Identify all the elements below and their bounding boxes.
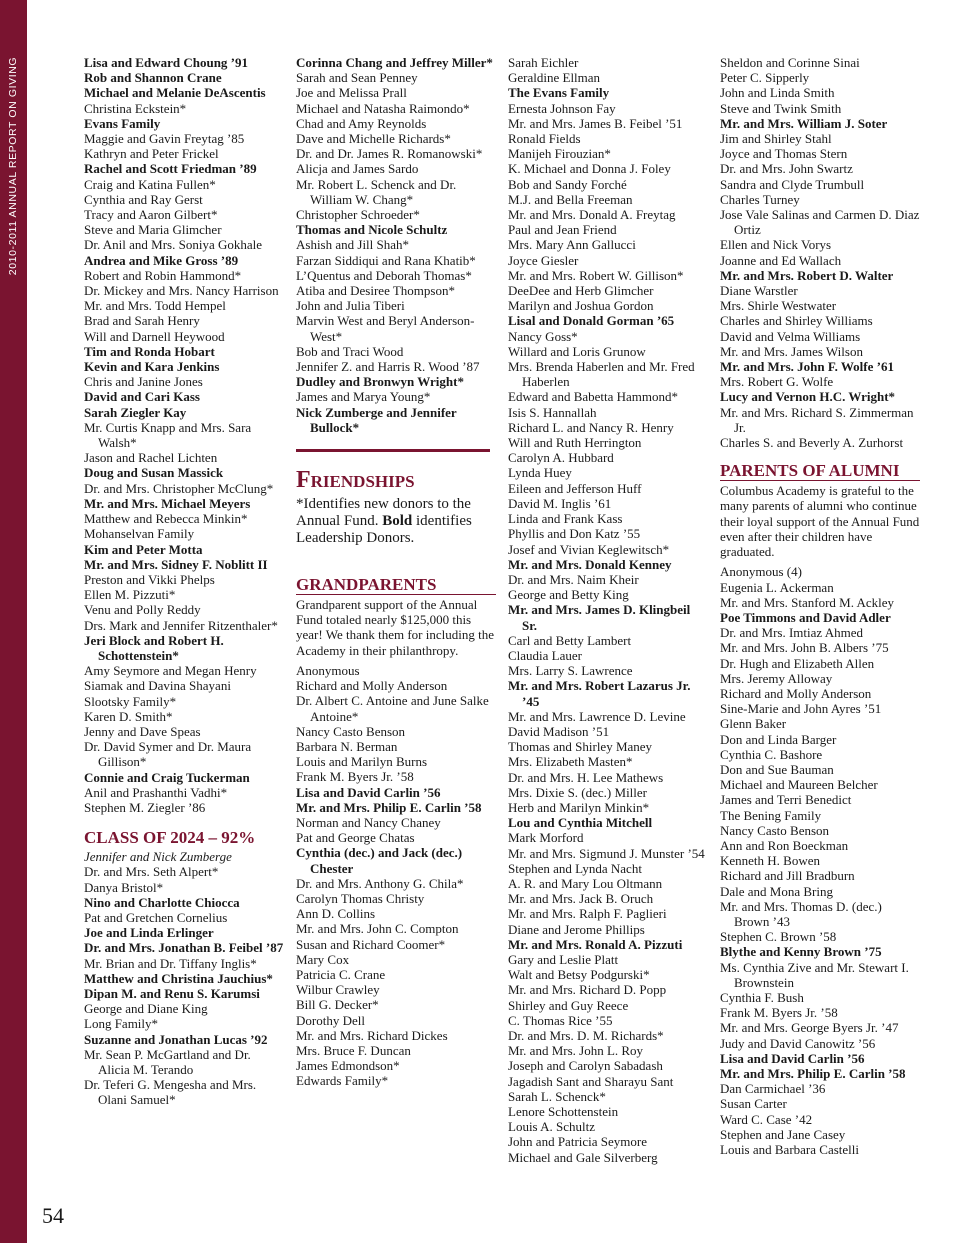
donor-name: Dipan M. and Renu S. Karumsi <box>84 985 260 1001</box>
donor-name: Anonymous <box>296 662 360 678</box>
section-divider <box>296 449 490 452</box>
donor-name: Carolyn Thomas Christy <box>296 890 425 906</box>
donor-name: Christopher Schroeder* <box>296 207 420 223</box>
donor-name: Joe and Linda Erlinger <box>84 925 214 941</box>
donor-name: Nick Zumberge and Jennifer Bullock* <box>296 404 457 435</box>
donor-name: Dr. Hugh and Elizabeth Allen <box>720 655 875 671</box>
donor-name: Dr. and Mrs. Christopher McClung* <box>84 480 274 496</box>
donor-name: Mrs. Mary Ann Gallucci <box>508 237 636 253</box>
donor-name: Richard and Molly Anderson <box>720 685 872 701</box>
donor-name: Karen D. Smith* <box>84 708 173 724</box>
donor-name: Evans Family <box>84 115 161 131</box>
page-number: 54 <box>42 1203 64 1228</box>
donor-name: Herb and Marilyn Minkin* <box>508 799 650 815</box>
donor-name: Manijeh Firouzian* <box>508 146 611 162</box>
donor-name: Michael and Natasha Raimondo* <box>296 100 470 116</box>
donor-name: Lisa and David Carlin ’56 <box>720 1050 865 1066</box>
donor-name: Chris and Janine Jones <box>84 374 203 390</box>
donor-name: James and Terri Benedict <box>720 792 852 808</box>
donor-name: Diane Warstler <box>720 283 798 299</box>
donor-name: Dudley and Bronwyn Wright* <box>296 374 464 390</box>
donor-name: Charles Turney <box>720 191 800 207</box>
donor-name: Lisa and David Carlin ’56 <box>296 784 441 800</box>
donor-name: Carolyn A. Hubbard <box>508 450 614 466</box>
donor-name: Rob and Shannon Crane <box>84 70 222 86</box>
donor-name: Mr. and Mrs. Philip E. Carlin ’58 <box>720 1066 906 1081</box>
donor-name: Dr. and Mrs. Naim Kheir <box>508 571 639 587</box>
donor-name: Frank M. Byers Jr. ’58 <box>720 1005 838 1021</box>
donor-name: Mr. Brian and Dr. Tiffany Inglis* <box>84 955 257 971</box>
donor-name: Mr. and Mrs. Michael Meyers <box>84 495 251 511</box>
donor-name: Slootsky Family* <box>84 693 177 709</box>
donor-name: Dr. and Mrs. H. Lee Mathews <box>508 769 664 785</box>
donor-name: Jagadish Sant and Sharayu Sant <box>508 1073 674 1089</box>
donor-name: Phyllis and Don Katz ’55 <box>508 526 641 542</box>
donor-name: Dale and Mona Bring <box>720 883 834 899</box>
donor-name: Mohanselvan Family <box>84 526 195 542</box>
donor-name: Isis S. Hannallah <box>508 404 597 420</box>
donor-name: Ms. Cynthia Zive and Mr. Stewart I. Brownstein <box>720 959 909 990</box>
donor-name: Ronald Fields <box>508 131 581 147</box>
donor-name: Danya Bristol* <box>84 879 164 895</box>
friendships-title: Friendships <box>296 467 415 494</box>
donor-name: George and Betty King <box>508 587 629 603</box>
donor-name: Mr. and Mrs. William J. Soter <box>720 115 888 131</box>
donor-name: Kim and Peter Motta <box>84 541 203 557</box>
donor-name: Dr. and Mrs. Imtiaz Ahmed <box>720 625 863 641</box>
donor-name: Robert and Robin Hammond* <box>84 267 242 283</box>
donor-name: Stephen M. Ziegler ’86 <box>84 799 206 815</box>
donor-name: Edward and Babetta Hammond* <box>508 389 679 405</box>
column-1 <box>84 55 284 1108</box>
donor-name: Charles S. and Beverly A. Zurhorst <box>720 435 904 451</box>
legend-text-b: identifies Leadership Donors. <box>296 513 472 547</box>
donor-name: Eugenia L. Ackerman <box>720 579 834 595</box>
donor-name: James and Marya Young* <box>296 389 431 405</box>
donor-name: Mrs. Dixie S. (dec.) Miller <box>508 784 648 800</box>
donor-name: Peter C. Sipperly <box>720 70 810 86</box>
donor-name: Mr. and Mrs. James B. Feibel ’51 <box>508 115 683 131</box>
column-4 <box>720 55 920 1157</box>
grandparents-intro: Grandparent support of the Annual Fund totaled nearly $125,000 this year! We thank them for including the Academy in their philanthropy. <box>296 597 494 658</box>
donor-name: Lynda Huey <box>508 465 572 481</box>
donor-name: Nancy Casto Benson <box>296 723 406 739</box>
donor-name: Mr. Curtis Knapp and Mrs. Sara Walsh* <box>84 419 252 451</box>
donor-name: Mrs. Robert G. Wolfe <box>720 374 834 390</box>
donor-name: Jeri Block and Robert H. Schottenstein* <box>84 632 224 663</box>
donor-name: Stephen C. Brown ’58 <box>720 929 837 945</box>
legend-bold: Bold <box>382 513 413 530</box>
donor-name: Preston and Vikki Phelps <box>84 571 215 587</box>
donor-name: Jose Vale Salinas and Carmen D. Diaz Ortiz <box>720 207 920 238</box>
donor-name: Joseph and Carolyn Sabadash <box>508 1058 663 1074</box>
donor-name: Poe Timmons and David Adler <box>720 609 891 625</box>
donor-name: The Bening Family <box>720 807 822 823</box>
donor-name: Richard and Jill Bradburn <box>720 868 855 884</box>
donor-name: Mr. and Mrs. Thomas D. (dec.) Brown ’43 <box>720 898 882 929</box>
donor-name: Susan and Richard Coomer* <box>296 936 446 952</box>
donor-name: Ann D. Collins <box>296 906 376 922</box>
donor-name: A. R. and Mary Lou Oltmann <box>508 875 663 891</box>
donor-name: Mr. and Mrs. Robert W. Gillison* <box>508 267 684 283</box>
donor-name: Will and Ruth Herrington <box>508 435 642 451</box>
donor-name: James Edmondson* <box>296 1058 400 1074</box>
donor-name: David and Cari Kass <box>84 389 200 405</box>
donor-name: The Evans Family <box>508 85 610 101</box>
donor-name: Lenore Schottenstein <box>508 1104 619 1120</box>
donor-name: Mr. and Mrs. John B. Albers ’75 <box>720 640 889 656</box>
donor-name: Sheldon and Corinne Sinai <box>720 55 860 70</box>
donor-name: Mr. and Mrs. Sigmund J. Munster ’54 <box>508 845 705 861</box>
donor-name: Venu and Polly Reddy <box>84 602 201 618</box>
side-text <box>0 0 27 1243</box>
donor-name: Walt and Betsy Podgurski* <box>508 967 650 983</box>
donor-name: Kenneth H. Bowen <box>720 853 821 869</box>
donor-name: David Madison ’51 <box>508 723 610 739</box>
class-2024-heading: CLASS OF 2024 – 92% <box>84 828 256 848</box>
donor-name: Mr. and Mrs. Philip E. Carlin ’58 <box>296 799 482 815</box>
donor-name: Mary Cox <box>296 951 350 967</box>
donor-name: Gary and Leslie Platt <box>508 951 619 967</box>
donor-list <box>720 564 920 1157</box>
donor-name: Jenny and Dave Speas <box>84 723 201 739</box>
donor-name: Bill G. Decker* <box>296 997 379 1013</box>
donor-name: Marvin West and Beryl Anderson-West* <box>296 313 475 344</box>
donor-name: Drs. Mark and Jennifer Ritzenthaler* <box>84 617 278 633</box>
donor-name: Mark Morford <box>508 830 584 846</box>
donor-name: Suzanne and Jonathan Lucas ’92 <box>84 1031 268 1047</box>
donor-name: Mr. and Mrs. Stanford M. Ackley <box>720 594 895 610</box>
donor-name: Ann and Ron Boeckman <box>720 837 849 853</box>
donor-name: Dr. and Mrs. Anthony G. Chila* <box>296 875 464 891</box>
donor-name: Cynthia (dec.) and Jack (dec.) Chester <box>296 845 463 876</box>
donor-name: Will and Darnell Heywood <box>84 328 225 344</box>
donor-name: Lisal and Donald Gorman ’65 <box>508 313 675 329</box>
donor-name: Dr. David Symer and Dr. Maura Gillison* <box>84 739 252 770</box>
donor-name: Joanne and Ed Wallach <box>720 252 842 268</box>
donor-name: Tracy and Aaron Gilbert* <box>84 207 218 223</box>
donor-name: Ashish and Jill Shah* <box>296 237 410 253</box>
donor-name: Anil and Prashanthi Vadhi* <box>84 784 228 800</box>
donor-name: Anonymous (4) <box>720 564 802 580</box>
donor-name: M.J. and Bella Freeman <box>508 191 633 207</box>
donor-name: Mr. Sean P. McGartland and Dr. Alicia M. Terando <box>84 1046 251 1077</box>
donor-name: Judy and David Canowitz ’56 <box>720 1035 876 1051</box>
donor-name: Richard L. and Nancy R. Henry <box>508 419 674 435</box>
donor-list <box>508 55 708 1165</box>
donor-name: Kathryn and Peter Frickel <box>84 146 219 162</box>
donor-name: Chad and Amy Reynolds <box>296 115 427 131</box>
donor-name: Mr. and Mrs. Robert D. Walter <box>720 267 894 283</box>
donor-name: Mr. and Mrs. Richard S. Zimmerman Jr. <box>720 404 914 435</box>
donor-name: Tim and Ronda Hobart <box>84 343 215 359</box>
donor-name: Corinna Chang and Jeffrey Miller* <box>296 55 493 70</box>
donor-name: Paul and Jean Friend <box>508 222 617 238</box>
donor-name: Patricia C. Crane <box>296 966 386 982</box>
donor-name: Mr. and Mrs. Lawrence D. Levine <box>508 708 686 724</box>
donor-name: C. Thomas Rice ’55 <box>508 1012 613 1028</box>
report-title: 2010-2011 ANNUAL REPORT ON GIVING <box>7 56 20 276</box>
donor-name: Ward C. Case ’42 <box>720 1111 813 1127</box>
donor-name: Norman and Nancy Chaney <box>296 814 441 830</box>
donor-name: Marilyn and Joshua Gordon <box>508 298 654 314</box>
donor-name: Dr. and Mrs. D. M. Richards* <box>508 1028 664 1043</box>
donor-name: Diane and Jerome Phillips <box>508 921 645 937</box>
donor-name: Maggie and Gavin Freytag ’85 <box>84 131 245 147</box>
donor-name: Bob and Traci Wood <box>296 343 404 359</box>
donor-name: Farzan Siddiqui and Rana Khatib* <box>296 252 476 268</box>
legend-text-a: *Identifies new donors to the Annual Fund. <box>296 496 471 530</box>
legend <box>296 496 496 547</box>
donor-name: Dan Carmichael ’36 <box>720 1081 826 1097</box>
donor-name: Kevin and Kara Jenkins <box>84 359 220 375</box>
donor-name: John and Patricia Seymore <box>508 1134 647 1150</box>
donor-name: Mr. and Mrs. George Byers Jr. ’47 <box>720 1020 899 1036</box>
donor-name: Louis and Barbara Castelli <box>720 1142 859 1158</box>
donor-name: Sarah Eichler <box>508 55 579 70</box>
parents-of-alumni-heading: PARENTS OF ALUMNI <box>720 461 920 481</box>
donor-name: Louis A. Schultz <box>508 1119 596 1135</box>
donor-name: Frank M. Byers Jr. ’58 <box>296 769 414 785</box>
donor-name: Bob and Sandy Forché <box>508 176 627 192</box>
donor-name: Mr. and Mrs. Jack B. Oruch <box>508 891 654 907</box>
donor-list <box>720 55 920 450</box>
donor-name: Sarah L. Schenck* <box>508 1088 606 1104</box>
donor-name: Shirley and Guy Reece <box>508 997 629 1013</box>
donor-name: Geraldine Ellman <box>508 70 601 86</box>
donor-name: Mr. Robert L. Schenck and Dr. William W. Chang* <box>296 176 457 207</box>
donor-name: Joyce and Thomas Stern <box>720 146 848 162</box>
donor-name: Atiba and Desiree Thompson* <box>296 283 455 299</box>
donor-name: Cynthia F. Bush <box>720 989 804 1005</box>
donor-name: Josef and Vivian Keglewitsch* <box>508 541 670 557</box>
donor-name: Amy Seymore and Megan Henry <box>84 663 257 679</box>
donor-name: John and Julia Tiberi <box>296 298 405 314</box>
donor-name: Siamak and Davina Shayani <box>84 678 231 694</box>
donor-name: Mr. and Mrs. Sidney F. Noblitt II <box>84 556 268 572</box>
donor-name: Matthew and Rebecca Minkin* <box>84 511 248 527</box>
donor-name: Cynthia and Ray Gerst <box>84 191 203 207</box>
donor-name: Dorothy Dell <box>296 1012 365 1028</box>
donor-name: Dr. Albert C. Antoine and June Salke Antoine* <box>296 693 489 724</box>
donor-list <box>296 55 496 435</box>
donor-name: Connie and Craig Tuckerman <box>84 769 250 785</box>
donor-name: Dr. and Mrs. Jonathan B. Feibel ’87 <box>84 940 284 956</box>
donor-name: Eileen and Jefferson Huff <box>508 480 642 496</box>
donor-name: Mr. and Mrs. Ralph F. Paglieri <box>508 906 667 922</box>
donor-name: Pat and George Chatas <box>296 830 415 846</box>
donor-name: Mrs. Jeremy Alloway <box>720 670 833 686</box>
donor-name: Thomas and Shirley Maney <box>508 739 653 755</box>
donor-name: Lisa and Edward Choung ’91 <box>84 55 248 70</box>
donor-name: Long Family* <box>84 1016 159 1032</box>
donor-name: Michael and Melanie DeAscentis <box>84 85 266 101</box>
donor-name: Mr. and Mrs. Richard D. Popp <box>508 982 667 998</box>
column-2 <box>296 55 496 1089</box>
donor-name: Mr. and Mrs. James Wilson <box>720 343 863 359</box>
donor-name: Nancy Casto Benson <box>720 822 830 838</box>
donor-name: Pat and Gretchen Cornelius <box>84 909 228 925</box>
donor-name: Mr. and Mrs. James D. Klingbeil Sr. <box>508 602 691 633</box>
donor-name: Mr. and Mrs. John C. Compton <box>296 921 459 937</box>
donor-list <box>84 55 284 815</box>
donor-name: Dr. Teferi G. Mengesha and Mrs. Olani Samuel* <box>84 1077 257 1108</box>
donor-name: K. Michael and Donna J. Foley <box>508 161 671 177</box>
grandparents-heading: GRANDPARENTS <box>296 575 496 595</box>
donor-name: Sarah and Sean Penney <box>296 70 418 86</box>
donor-name: Joyce Giesler <box>508 252 579 268</box>
donor-name: Mr. and Mrs. John F. Wolfe ’61 <box>720 359 894 375</box>
donor-name: Nancy Goss* <box>508 328 578 344</box>
donor-name: David and Velma Williams <box>720 328 861 344</box>
donor-name: Susan Carter <box>720 1096 787 1112</box>
donor-name: Steve and Maria Glimcher <box>84 222 222 238</box>
donor-name: Lou and Cynthia Mitchell <box>508 815 653 831</box>
donor-name: Mr. and Mrs. Todd Hempel <box>84 298 226 314</box>
donor-name: Ernesta Johnson Fay <box>508 100 616 116</box>
donor-name: Andrea and Mike Gross ’89 <box>84 252 239 268</box>
donor-name: Cynthia C. Bashore <box>720 746 823 762</box>
donor-name: Ellen and Nick Vorys <box>720 237 832 253</box>
donor-name: Carl and Betty Lambert <box>508 632 632 648</box>
donor-name: Dave and Michelle Richards* <box>296 131 451 147</box>
donor-name: Mrs. Larry S. Lawrence <box>508 663 633 679</box>
donor-name: Christina Eckstein* <box>84 100 187 116</box>
donor-name: Thomas and Nicole Schultz <box>296 222 448 238</box>
donor-name: Doug and Susan Massick <box>84 465 224 481</box>
donor-name: Sarah Ziegler Kay <box>84 404 187 420</box>
donor-name: Mrs. Elizabeth Masten* <box>508 754 633 770</box>
donor-name: Lucy and Vernon H.C. Wright* <box>720 389 896 405</box>
donor-name: John and Linda Smith <box>720 85 835 101</box>
donor-name: Mr. and Mrs. Ronald A. Pizzuti <box>508 936 683 952</box>
donor-name: Michael and Gale Silverberg <box>508 1149 658 1165</box>
donor-name: Dr. and Mrs. Seth Alpert* <box>84 864 219 880</box>
donor-name: Mrs. Shirle Westwater <box>720 298 837 314</box>
donor-name: Stephen and Lynda Nacht <box>508 860 642 876</box>
donor-list <box>84 864 284 1107</box>
donor-name: Dr. and Dr. James R. Romanowski* <box>296 146 483 162</box>
donor-name: Alicja and James Sardo <box>296 161 419 177</box>
donor-name: Jason and Rachel Lichten <box>84 450 218 466</box>
donor-name: Louis and Marilyn Burns <box>296 754 428 770</box>
donor-name: DeeDee and Herb Glimcher <box>508 283 654 299</box>
donor-name: Blythe and Kenny Brown ’75 <box>720 944 882 960</box>
donor-name: Brad and Sarah Henry <box>84 313 200 329</box>
parents-of-alumni-intro: Columbus Academy is grateful to the many parents of alumni who continue their loyal support of the Annual Fund even after their children have graduated. <box>720 483 920 560</box>
donor-name: George and Diane King <box>84 1001 208 1017</box>
donor-name: Jim and Shirley Stahl <box>720 131 832 147</box>
donor-name: Mr. and Mrs. Donald A. Freytag <box>508 207 676 223</box>
donor-name: Linda and Frank Kass <box>508 511 623 527</box>
donor-name: Steve and Twink Smith <box>720 100 842 116</box>
donor-name: Dr. and Mrs. John Swartz <box>720 161 853 177</box>
donor-name: Mr. and Mrs. John L. Roy <box>508 1043 644 1059</box>
column-3 <box>508 55 708 1165</box>
donor-name: Don and Sue Bauman <box>720 761 834 777</box>
donor-list <box>296 663 496 1089</box>
donor-name: Ellen M. Pizzuti* <box>84 587 176 603</box>
donor-name: Glenn Baker <box>720 716 787 732</box>
donor-name: L’Quentus and Deborah Thomas* <box>296 267 472 283</box>
donor-name: Willard and Loris Grunow <box>508 343 646 359</box>
donor-name: Mr. and Mrs. Robert Lazarus Jr. ’45 <box>508 678 691 709</box>
donor-name: Mrs. Brenda Haberlen and Mr. Fred Haberlen <box>508 359 695 390</box>
donor-name: Edwards Family* <box>296 1073 389 1089</box>
donor-name: Stephen and Jane Casey <box>720 1126 846 1142</box>
donor-name: Nino and Charlotte Chiocca <box>84 894 240 910</box>
donor-name: Dr. Anil and Mrs. Soniya Gokhale <box>84 237 263 253</box>
donor-name: Sandra and Clyde Trumbull <box>720 176 865 192</box>
donor-name: Craig and Katina Fullen* <box>84 176 216 192</box>
donor-name: Claudia Lauer <box>508 647 582 663</box>
donor-name: Jennifer Z. and Harris R. Wood ’87 <box>296 359 480 375</box>
donor-name: Mr. and Mrs. Richard Dickes <box>296 1027 448 1043</box>
donor-name: Mr. and Mrs. Donald Kenney <box>508 556 672 572</box>
class-chair: Jennifer and Nick Zumberge <box>84 849 232 865</box>
donor-name: Wilbur Crawley <box>296 982 380 998</box>
donor-name: Charles and Shirley Williams <box>720 313 873 329</box>
donor-name: David M. Inglis ’61 <box>508 495 612 511</box>
donor-name: Matthew and Christina Jauchius* <box>84 970 273 986</box>
donor-name: Michael and Maureen Belcher <box>720 777 878 793</box>
donor-name: Richard and Molly Anderson <box>296 678 448 694</box>
donor-name: Dr. Mickey and Mrs. Nancy Harrison <box>84 283 279 299</box>
donor-name: Mrs. Bruce F. Duncan <box>296 1042 411 1058</box>
donor-name: Sine-Marie and John Ayres ’51 <box>720 701 882 717</box>
donor-name: Rachel and Scott Friedman ’89 <box>84 161 257 177</box>
donor-name: Don and Linda Barger <box>720 731 837 747</box>
donor-name: Barbara N. Berman <box>296 738 398 754</box>
donor-name: Joe and Melissa Prall <box>296 85 407 101</box>
